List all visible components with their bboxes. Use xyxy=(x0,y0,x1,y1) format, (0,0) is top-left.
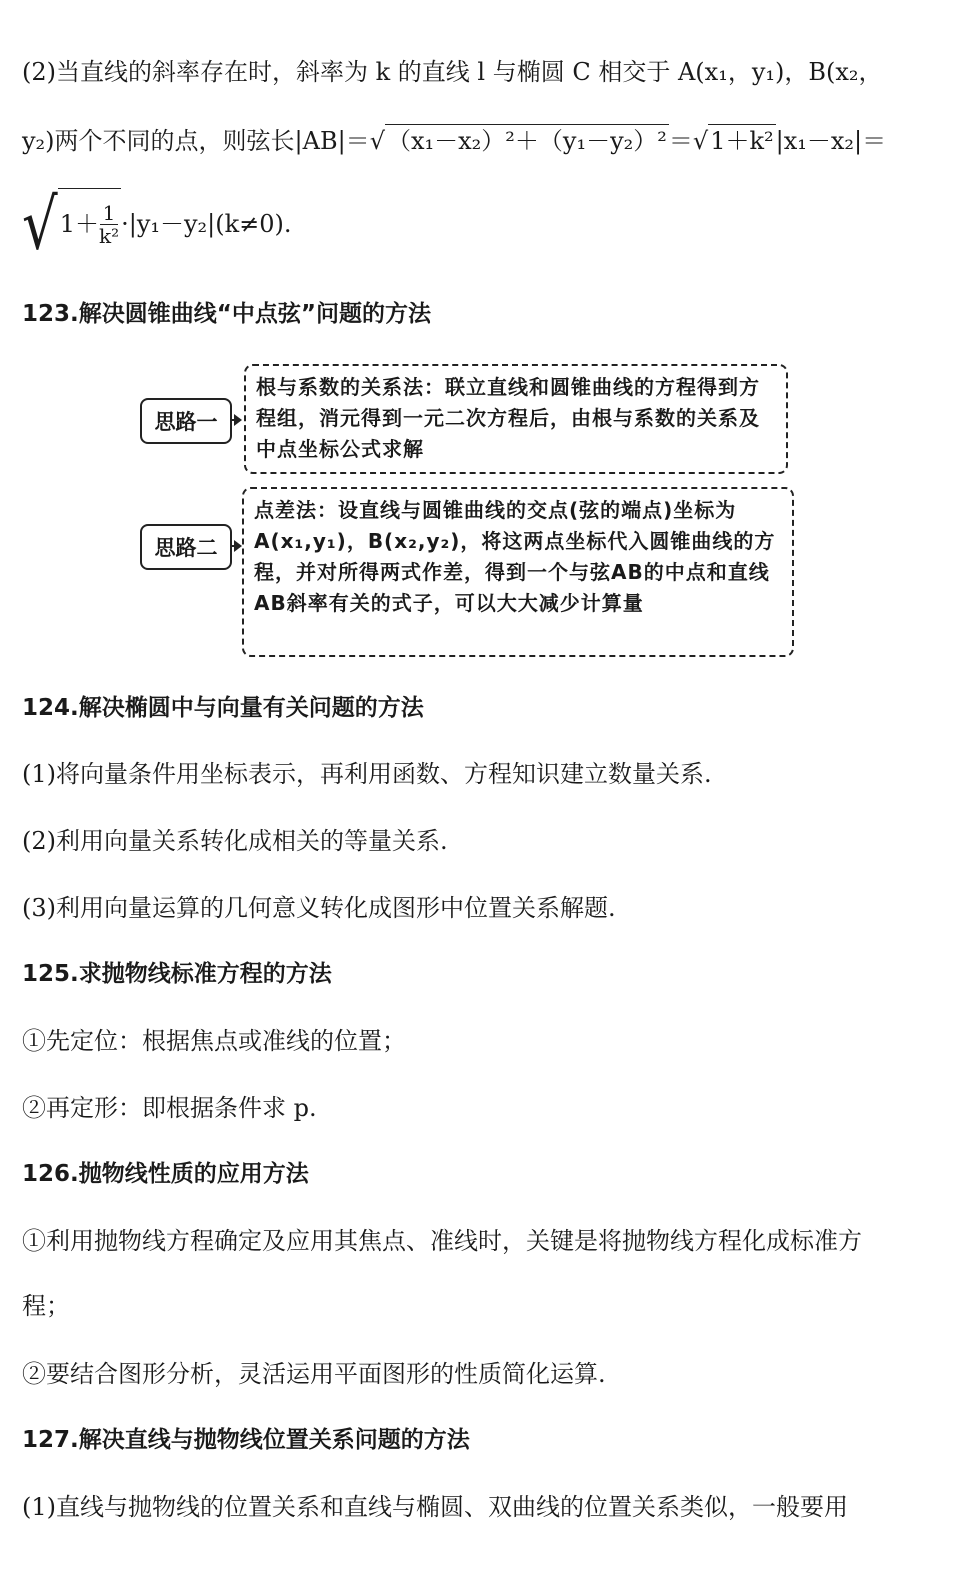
distance-radicand: （x₁－x₂）²＋（y₁－y₂）² xyxy=(385,124,669,157)
slope-radicand: 1＋k² xyxy=(708,124,775,157)
heading-127: 127.解决直线与抛物线位置关系问题的方法 xyxy=(22,1427,470,1453)
root-symbol: √ xyxy=(22,184,58,266)
item-126-2: ②要结合图形分析，灵活运用平面图形的性质简化运算. xyxy=(22,1360,606,1388)
fraction xyxy=(99,202,119,247)
heading-123: 123.解决圆锥曲线“中点弦”问题的方法 xyxy=(22,301,431,327)
heading-126: 126.抛物线性质的应用方法 xyxy=(22,1161,309,1187)
item-125-2: ②再定形：即根据条件求 p. xyxy=(22,1094,317,1122)
idea-1-text: 根与系数的关系法：联立直线和圆锥曲线的方程得到方程组，消元得到一元二次方程后，由根与系数的关系及中点坐标公式求解 xyxy=(244,364,788,474)
idea-1-label: 思路一 xyxy=(140,398,232,444)
chord-length-prefix: y₂)两个不同的点，则弦长|AB|＝ xyxy=(22,127,370,155)
fraction-numerator: 1 xyxy=(100,202,119,225)
item-126-1a: ①利用抛物线方程确定及应用其焦点、准线时，关键是将抛物线方程化成标准方 xyxy=(22,1227,862,1255)
item-127-1: (1)直线与抛物线的位置关系和直线与椭圆、双曲线的位置关系类似，一般要用 xyxy=(22,1493,848,1521)
root-symbol: √ xyxy=(369,127,385,155)
y-diff-abs: ·|y₁－y₂|(k≠0). xyxy=(121,210,292,238)
item-124-2: (2)利用向量关系转化成相关的等量关系. xyxy=(22,827,448,855)
idea-2-label: 思路二 xyxy=(140,524,232,570)
item-125-1: ①先定位：根据焦点或准线的位置； xyxy=(22,1027,406,1055)
equals-sign: ＝ xyxy=(668,127,693,155)
root-symbol: √ xyxy=(692,127,709,155)
heading-125: 125.求抛物线标准方程的方法 xyxy=(22,961,332,987)
item-124-3: (3)利用向量运算的几何意义转化成图形中位置关系解题. xyxy=(22,894,616,922)
arrow-icon xyxy=(230,545,240,547)
idea-2-text: 点差法：设直线与圆锥曲线的交点(弦的端点)坐标为A(x₁,y₁)，B(x₂,y₂)，将这两点坐标代入圆锥曲线的方程，并对所得两式作差，得到一个与弦AB的中点和直线AB斜率有关的式子，可以大大减少计算量 xyxy=(242,487,794,657)
heading-124: 124.解决椭圆中与向量有关问题的方法 xyxy=(22,695,424,721)
intro-line-3 xyxy=(22,184,292,266)
item-124-1: (1)将向量条件用坐标表示，再利用函数、方程知识建立数量关系. xyxy=(22,760,712,788)
fraction-denominator: k² xyxy=(98,223,120,248)
x-diff-abs: |x₁－x₂|＝ xyxy=(775,127,887,155)
item-126-1b: 程； xyxy=(22,1292,70,1320)
inverse-slope-radicand xyxy=(58,188,121,259)
arrow-icon xyxy=(230,419,240,421)
one-plus: 1＋ xyxy=(59,210,99,238)
intro-line-1: (2)当直线的斜率存在时，斜率为 k 的直线 l 与椭圆 C 相交于 A(x₁，y₁)，B(x₂， xyxy=(22,58,883,86)
intro-line-2 xyxy=(22,124,886,157)
